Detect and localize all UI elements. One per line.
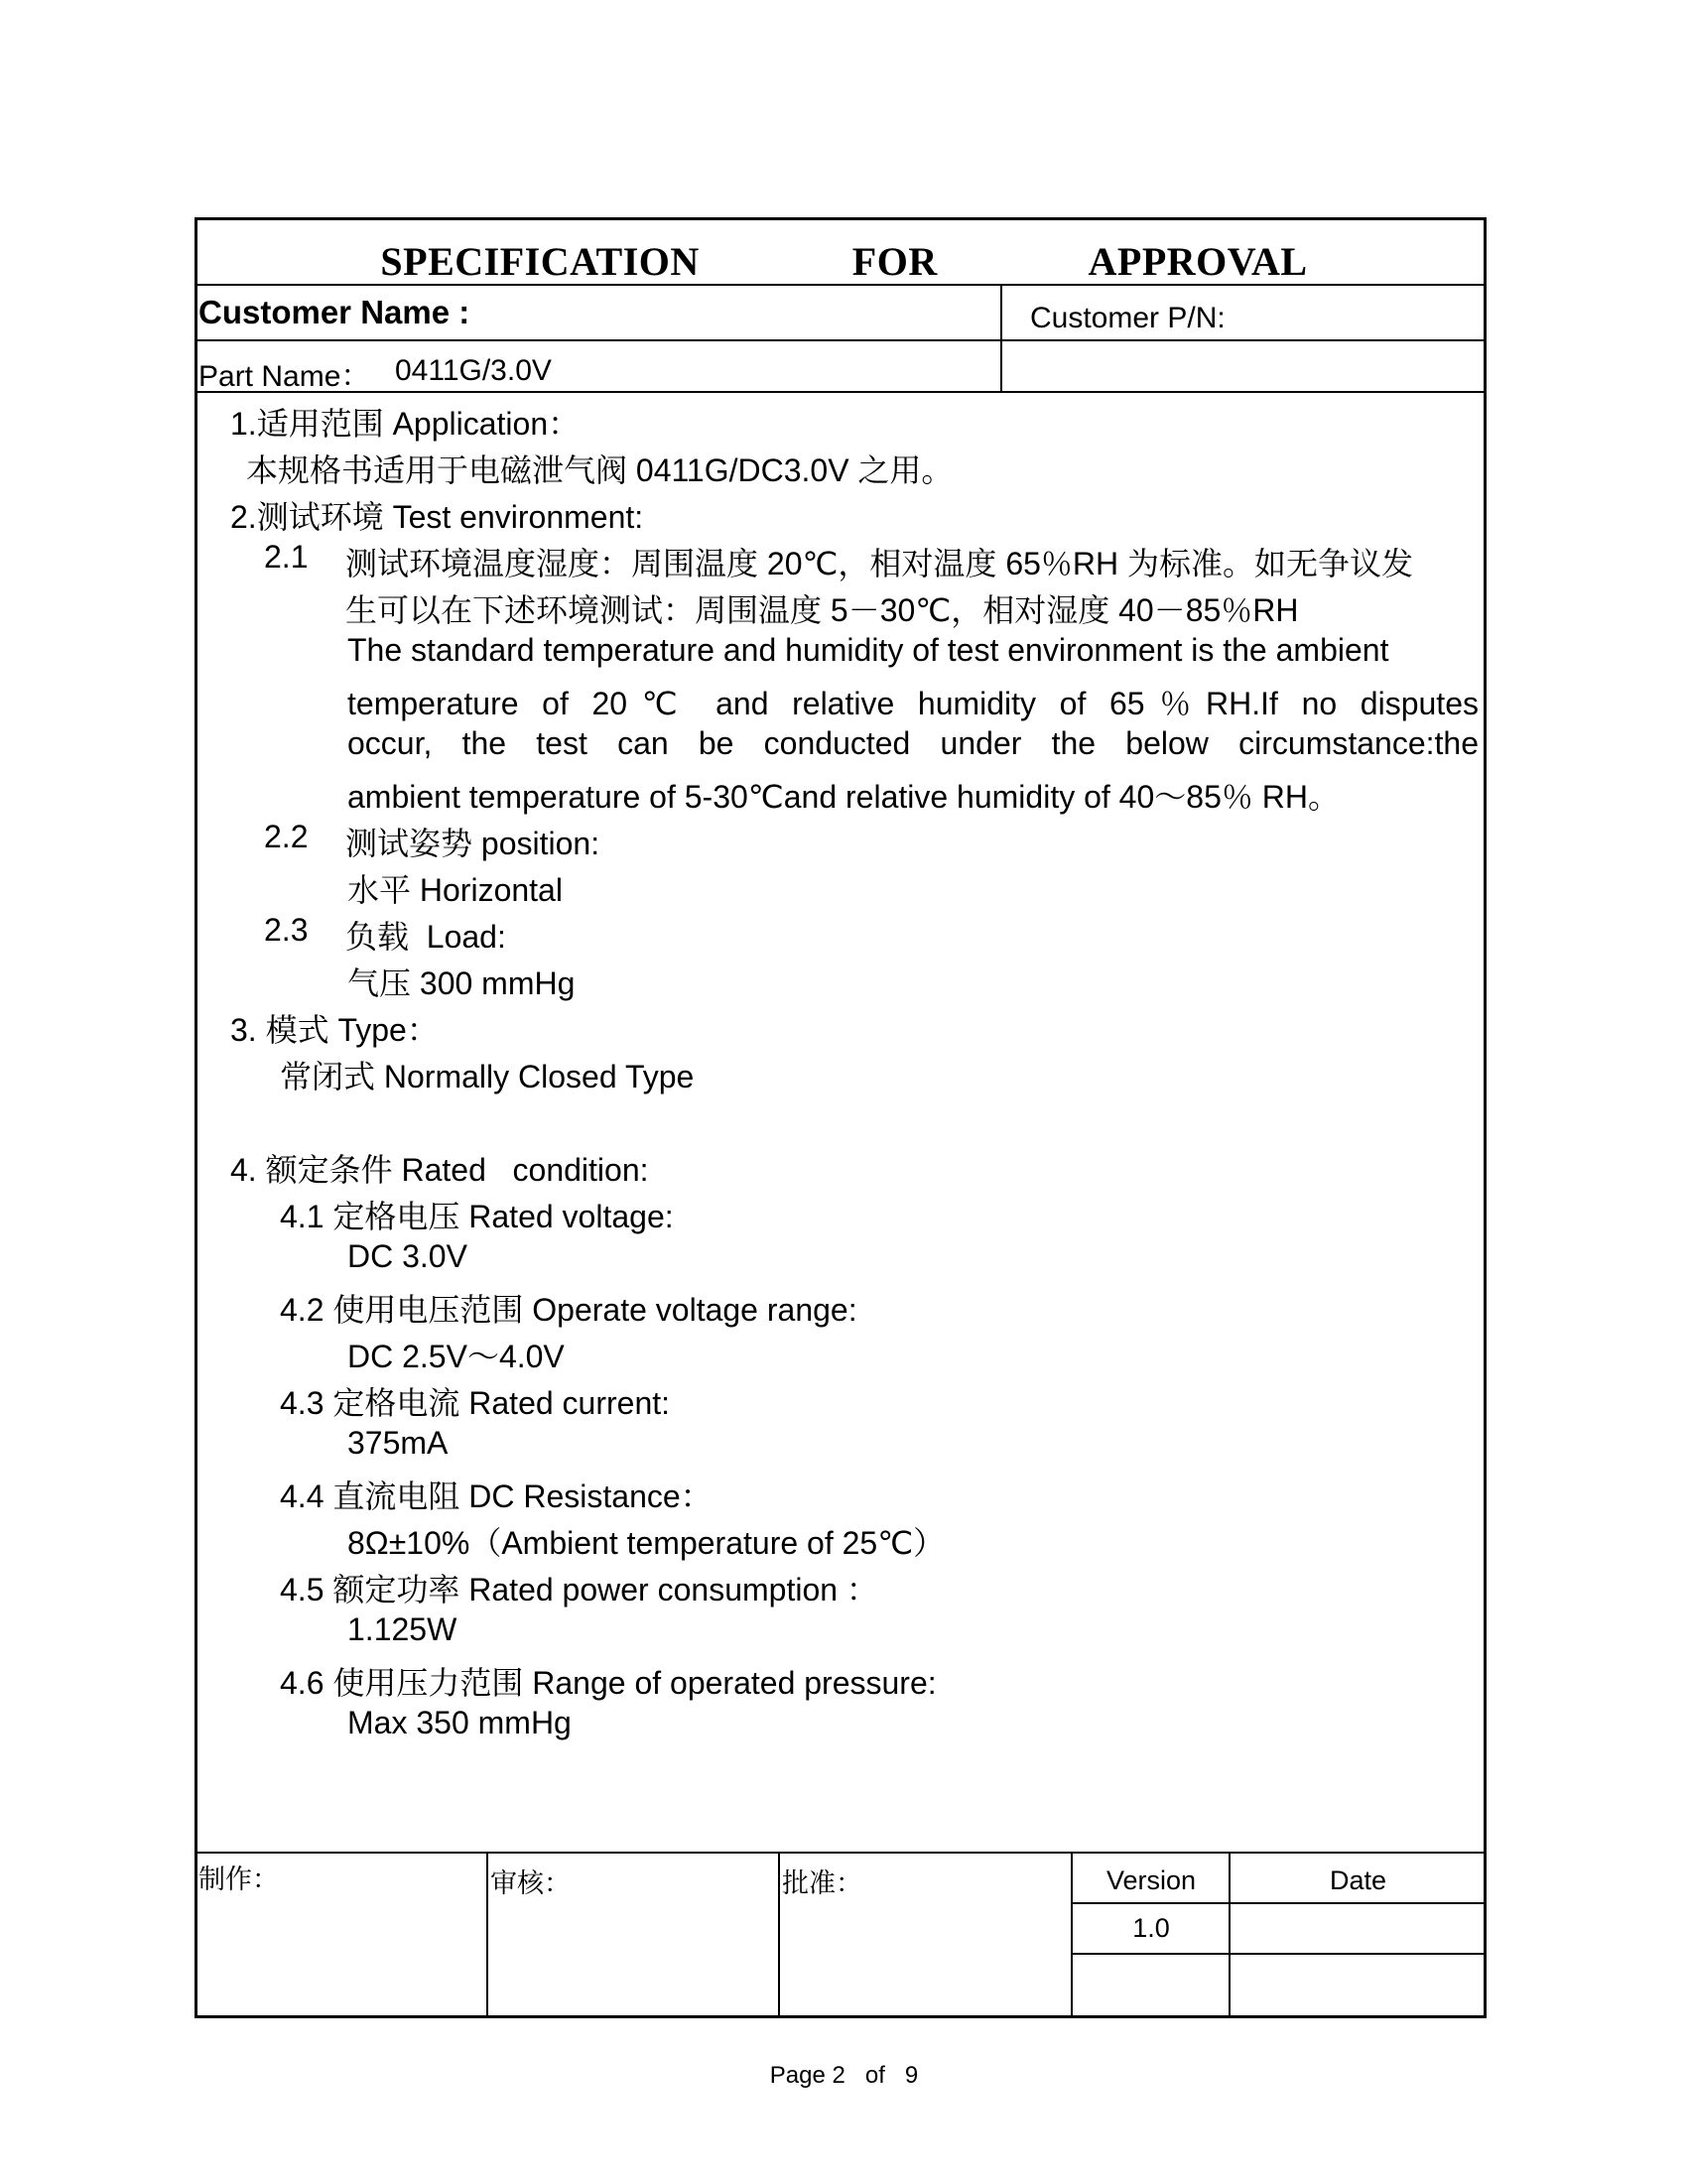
divider (778, 1853, 780, 2016)
section-2-1-cn-line-1: 测试环境温度湿度：周围温度 20℃，相对温度 65％RH 为标准。如无争议发 (345, 546, 1414, 581)
approved-by-label: 批准： (782, 1868, 862, 1898)
section-1-heading: 1.适用范围 Application： (230, 406, 581, 442)
customer-name-label: Customer Name : (198, 294, 470, 330)
section-2-1-number: 2.1 (264, 539, 309, 575)
section-2-1-en-line-2: temperature of 20℃ and relative humidity of 65％RH.If no disputes (347, 686, 1479, 721)
section-4-6-label: 4.6 使用压力范围 Range of operated pressure: (280, 1665, 937, 1701)
version-value: 1.0 (1132, 1913, 1170, 1943)
section-2-2-value: 水平 Horizontal (347, 872, 563, 908)
section-2-3-value: 气压 300 mmHg (347, 965, 576, 1001)
divider (195, 339, 1486, 341)
part-name-label: Part Name： (198, 360, 371, 393)
date-label: Date (1329, 1865, 1387, 1895)
section-2-1-en-line-3: occur, the test can be conducted under the below circumstance:the (347, 725, 1479, 761)
section-4-6-value: Max 350 mmHg (347, 1705, 572, 1740)
section-4-1-label: 4.1 定格电压 Rated voltage: (280, 1199, 674, 1234)
customer-pn-label: Customer P/N: (1030, 302, 1226, 334)
section-4-2-label: 4.2 使用电压范围 Operate voltage range: (280, 1292, 857, 1328)
divider (195, 1852, 1486, 1854)
section-2-1-en-line-4: ambient temperature of 5-30℃and relative humidity of 40～85％ RH。 (347, 779, 1340, 815)
divider (1073, 1902, 1486, 1904)
section-1-text: 本规格书适用于电磁泄气阀 0411G/DC3.0V 之用。 (246, 452, 954, 488)
section-4-4-value: 8Ω±10%（Ambient temperature of 25℃） (347, 1525, 946, 1561)
divider (195, 391, 1486, 393)
made-by-label: 制作： (198, 1864, 279, 1894)
section-2-3-label: 负载 Load: (345, 919, 506, 955)
section-2-3-number: 2.3 (264, 912, 309, 948)
divider (1073, 1953, 1486, 1955)
section-4-3-value: 375mA (347, 1425, 449, 1461)
part-name-value: 0411G/3.0V (395, 354, 552, 387)
section-4-heading: 4. 额定条件 Rated condition: (230, 1152, 649, 1188)
divider (1000, 285, 1002, 392)
page-number: Page 2 of 9 (769, 2062, 919, 2089)
divider (486, 1853, 488, 2016)
section-2-1-en-line-1: The standard temperature and humidity of test environment is the ambient (347, 632, 1389, 668)
section-2-heading: 2.测试环境 Test environment: (230, 499, 644, 535)
section-4-2-value: DC 2.5V～4.0V (347, 1339, 565, 1374)
section-2-2-number: 2.2 (264, 819, 309, 854)
page-title: SPECIFICATION FOR APPROVAL (380, 239, 1308, 284)
section-3-heading: 3. 模式 Type： (230, 1012, 439, 1048)
section-4-5-label: 4.5 额定功率 Rated power consumption ： (280, 1572, 878, 1607)
reviewed-by-label: 审核： (490, 1868, 571, 1898)
section-2-2-label: 测试姿势 position: (345, 826, 600, 861)
section-4-5-value: 1.125W (347, 1611, 457, 1647)
section-4-1-value: DC 3.0V (347, 1238, 467, 1274)
section-4-4-label: 4.4 直流电阻 DC Resistance： (280, 1478, 713, 1514)
section-4-3-label: 4.3 定格电流 Rated current: (280, 1385, 671, 1421)
version-label: Version (1105, 1865, 1197, 1895)
section-3-value: 常闭式 Normally Closed Type (280, 1059, 695, 1094)
section-2-1-cn-line-2: 生可以在下述环境测试：周围温度 5－30℃，相对湿度 40－85％RH (345, 592, 1299, 628)
